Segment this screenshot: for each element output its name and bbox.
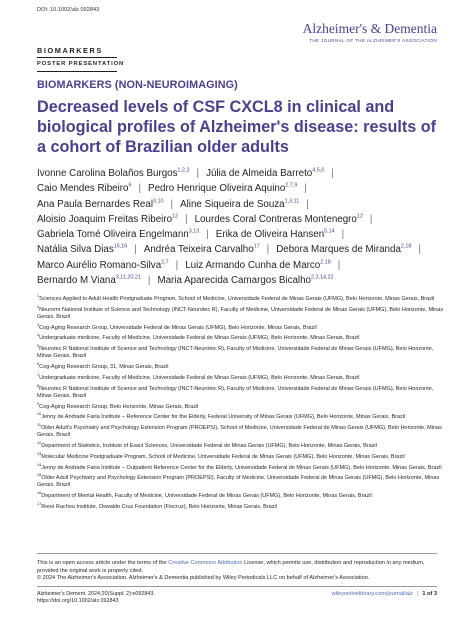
affiliation-number: 3: [37, 322, 40, 327]
affiliation-text: Older Adult Psychiatry and Psychology Extension Program (PROEPSI), Faculty of Medicine, Universidade Federal de Minas Gerais (UFMG), Belo Horizonte, Minas Gerais, Brazil: [37, 475, 440, 489]
author-separator: |: [306, 198, 309, 210]
affiliation-number: 5: [37, 344, 40, 349]
affiliation-item: [37, 335, 447, 342]
affiliation-item: [37, 443, 447, 450]
author-list: [37, 166, 447, 288]
affiliation-item: [37, 383, 447, 400]
author-affiliation-marker: 3,10: [153, 198, 164, 205]
author-name: Aline Siqueira de Souza: [180, 198, 285, 210]
author-name: Marco Aurélio Romano-Silva: [37, 259, 162, 271]
author-separator: |: [206, 229, 209, 241]
affiliation-text: Sciences Applied to Adult Health Postgraduate Program, School of Medicine, Universidade Federal de Minas Gerais (UFMG), Belo Horizonte, Minas Gerais, Brazil: [39, 296, 435, 302]
affiliation-text: René Rachou Institute, Oswaldo Cruz Foundation (Fiocruz), Belo Horizonte, Minas Gerais, Brazil: [41, 503, 277, 510]
affiliation-text: Jenny de Andrade Faria Institute – Reference Center for the Elderly, Federal University of Minas Gerais (UFMG), Belo Horizonte, Minas Gerais, Brazil: [41, 414, 406, 421]
affiliation-list: [37, 296, 447, 515]
license-link[interactable]: Creative Commons Attribution: [168, 560, 243, 566]
affiliation-text: Undergraduate medicine, Faculty of Medicine, Universidade Federal de Minas Gerais (UFMG), Belo Horizonte, Minas Gerais, Brazil: [39, 374, 360, 381]
affiliation-number: 2: [37, 304, 40, 309]
affiliation-text: Undergraduate medicine, Faculty of Medicine, Universidade Federal de Minas Gerais (UFMG), Belo Horizonte, Minas Gerais, Brazil: [39, 335, 360, 342]
footer-divider: [37, 586, 437, 587]
author-line: [37, 227, 447, 242]
affiliation-item: [37, 346, 447, 360]
author-name: Maria Aparecida Camargos Bicalho: [157, 275, 311, 287]
author-name: Luiz Armando Cunha de Marco: [185, 259, 321, 271]
author-affiliation-marker: 3,13: [188, 228, 200, 235]
author-name: Andréa Teixeira Carvalho: [143, 244, 254, 256]
section-rule-top: [37, 57, 117, 58]
affiliation-text: Cog-Aging Research Group, Belo Horizonte, Minas Gerais, Brazil: [39, 403, 199, 410]
author-name: Erika de Oliveira Hansen: [215, 229, 325, 241]
author-separator: |: [369, 213, 373, 225]
affiliation-number: 7: [37, 373, 40, 378]
author-name: Caio Mendes Ribeiro: [37, 183, 129, 195]
author-name: Lourdes Coral Contreras Montenegro: [194, 213, 357, 225]
author-name: Ivonne Carolina Bolaños Burgos: [37, 168, 178, 179]
author-separator: |: [170, 198, 174, 210]
affiliation-item: [37, 322, 447, 332]
affiliation-item: [37, 451, 447, 461]
affiliation-number: 14: [37, 462, 42, 467]
article-title: Decreased levels of CSF CXCL8 in clinical and biological profiles of Alzheimer's disease: results of a cohort of Brazilian older adults: [37, 98, 437, 156]
affiliation-number: 9: [37, 401, 40, 406]
author-name: Debora Marques de Miranda: [276, 244, 401, 256]
author-affiliation-marker: 4,5,6: [312, 167, 325, 174]
affiliation-text: Neurotec R National Institute of Science and Technology (INCT-Neurotec R), Faculty of Medicine, Universidade Federal de Minas Gerais (UFMG), Belo Horizonte, Minas Gerais, Brazil: [37, 385, 434, 399]
author-line: [37, 273, 447, 288]
affiliation-item: [37, 304, 447, 321]
affiliation-item: [37, 504, 447, 511]
citation-text: Alzheimer's Dement. 2024;20(Suppl. 2):e092843.: [37, 591, 155, 597]
author-line: [37, 166, 447, 181]
author-affiliation-marker: 12: [356, 213, 363, 220]
affiliation-number: 13: [37, 451, 42, 456]
author-affiliation-marker: 2,7,9: [285, 183, 298, 190]
affiliation-number: 4: [37, 333, 40, 338]
affiliation-text: Older Adult's Psychiatry and Psychology Extension Program (PROEPSI), School of Medicine, Universidade Federal de Minas Gerais (UFMG), Belo Horizonte, Minas Gerais, Brazil: [37, 425, 442, 439]
author-separator: |: [266, 244, 270, 256]
affiliation-text: Molecular Medicine Postgraduate Program, School of Medicine, Universidade Federal de Minas Gerais (UFMG), Belo Horizonte, Minas Gerais, Brazil: [41, 453, 405, 460]
author-separator: |: [341, 229, 345, 241]
author-line: [37, 181, 447, 196]
copyright-line: © 2024 The Alzheimer's Association. Alzheimer's & Dementia published by Wiley Periodicals LLC on behalf of Alzheimer's Association.: [37, 575, 370, 582]
author-separator: |: [196, 168, 200, 179]
affiliation-item: [37, 414, 447, 421]
author-line: [37, 258, 447, 273]
journal-site-link[interactable]: wileyonlinelibrary.com/journal/alz: [331, 591, 413, 597]
affiliation-item: [37, 364, 447, 371]
doi-link[interactable]: https://doi.org/10.1002/alz.092843: [37, 598, 119, 605]
author-affiliation-marker: 2,18: [320, 259, 331, 266]
doi-line: DOI: 10.1002/alz.092843: [37, 7, 100, 13]
author-separator: |: [331, 168, 334, 179]
author-affiliation-marker: 15,16: [113, 244, 128, 251]
author-separator: |: [418, 244, 421, 256]
affiliation-item: [37, 475, 447, 489]
page-number: 1 of 3: [422, 591, 437, 597]
affiliation-item: [37, 462, 447, 472]
author-separator: |: [138, 183, 142, 195]
footer-citation: [37, 591, 155, 606]
affiliation-text: Department of Statistics, Institute of Exact Sciences, Universidade Federal de Minas Gerais (UFMG), Belo Horizonte, Minas Gerais, Brazil: [41, 442, 377, 449]
affiliation-number: 15: [37, 473, 42, 478]
affiliation-text: Department of Mental Health, Faculty of Medicine, Universidade Federal de Minas Gerais (UFMG), Belo Horizonte, Minas Gerais, Brazil: [41, 493, 372, 500]
section-sublabel: POSTER PRESENTATION: [37, 61, 125, 67]
affiliation-text: Jenny de Andrade Faria Institute – Outpatient Reference Center for the Elderly, Universidade Federal de Minas Gerais (UFMG), Belo Horizonte, Minas Gerais, Brazil: [41, 464, 442, 471]
journal-tagline: THE JOURNAL OF THE ALZHEIMER'S ASSOCIATION: [309, 38, 437, 43]
author-affiliation-marker: 5,14: [324, 228, 335, 235]
author-name: Pedro Henrique Oliveira Aquino: [148, 183, 286, 195]
affiliation-number: 17: [37, 502, 42, 507]
license-divider: [37, 553, 437, 554]
footer-right: [332, 591, 437, 597]
author-affiliation-marker: 17: [253, 244, 260, 251]
journal-name: Alzheimer's & Dementia: [302, 21, 437, 36]
author-separator: |: [175, 259, 179, 271]
affiliation-item: [37, 425, 447, 439]
author-separator: |: [304, 183, 307, 195]
author-name: Aloisio Joaquim Freitas Ribeiro: [37, 213, 173, 225]
author-affiliation-marker: 2,7: [161, 259, 169, 266]
author-separator: |: [185, 213, 188, 225]
author-line: [37, 212, 447, 227]
author-separator: |: [134, 244, 137, 256]
affiliation-number: 12: [37, 441, 42, 446]
author-affiliation-marker: 2,3,14,22: [311, 274, 334, 281]
author-name: Gabriela Tomé Oliveira Engelmann: [37, 229, 189, 241]
author-separator: |: [337, 259, 341, 271]
author-name: Natália Silva Dias: [37, 244, 114, 256]
affiliation-number: 6: [37, 362, 40, 367]
section-rule-bottom: [37, 71, 117, 72]
author-affiliation-marker: 1,3,11: [284, 198, 300, 205]
affiliation-item: [37, 493, 447, 500]
section-label: BIOMARKERS: [37, 46, 103, 55]
affiliation-number: 11: [37, 423, 41, 428]
license-post: License, which permits use, distribution and reproduction in any medium, provided the original work is properly cited.: [37, 560, 425, 574]
affiliation-number: 16: [37, 491, 42, 496]
journal-brand: [303, 22, 437, 43]
license-notice: [37, 560, 442, 583]
footer-separator: |: [416, 591, 419, 597]
author-line: [37, 197, 447, 212]
affiliation-number: 8: [37, 383, 40, 388]
author-name: Ana Paula Bernardes Real: [37, 198, 154, 210]
author-name: Bernardo M Viana: [37, 275, 116, 287]
author-separator: |: [147, 275, 151, 287]
affiliation-text: Cog-Aging Research Group, 31, Minas Gerais, Brazil: [39, 364, 169, 371]
affiliation-text: Cog-Aging Research Group, Universidade Federal de Minas Gerais (UFMG), Belo Horizonte, Minas Gerais, Brazil: [39, 324, 317, 331]
affiliation-number: 10: [37, 412, 42, 417]
affiliation-item: [37, 401, 447, 411]
affiliation-text: Neuromr National Institute of Science and Technology (INCT-Neurotec R), Faculty of Medicine, Universidade Federal de Minas Gerais (UFMG), Belo Horizonte, Minas Gerais, Brazil: [37, 306, 444, 320]
affiliation-item: [37, 375, 447, 382]
author-affiliation-marker: 1,2,3: [177, 167, 190, 174]
license-pre: This is an open access article under the terms of the: [37, 560, 169, 566]
affiliation-item: [37, 296, 447, 303]
affiliation-number: 1: [37, 294, 40, 299]
topic-heading: BIOMARKERS (NON-NEUROIMAGING): [37, 79, 238, 91]
author-affiliation-marker: 3,11,20,21: [115, 274, 141, 281]
author-affiliation-marker: 2,18: [400, 244, 412, 251]
author-affiliation-marker: 6: [128, 183, 132, 190]
affiliation-text: Neurotec R National Institute of Science and Technology (INCT-Neurotec R), Faculty of Medicine, Universidade Federal de Minas Gerais (UFMG), Belo Horizonte, Minas Gerais, Brazil: [37, 346, 434, 360]
author-line: [37, 242, 447, 257]
author-name: Júlia de Almeida Barreto: [206, 168, 313, 179]
author-affiliation-marker: 12: [172, 213, 179, 220]
